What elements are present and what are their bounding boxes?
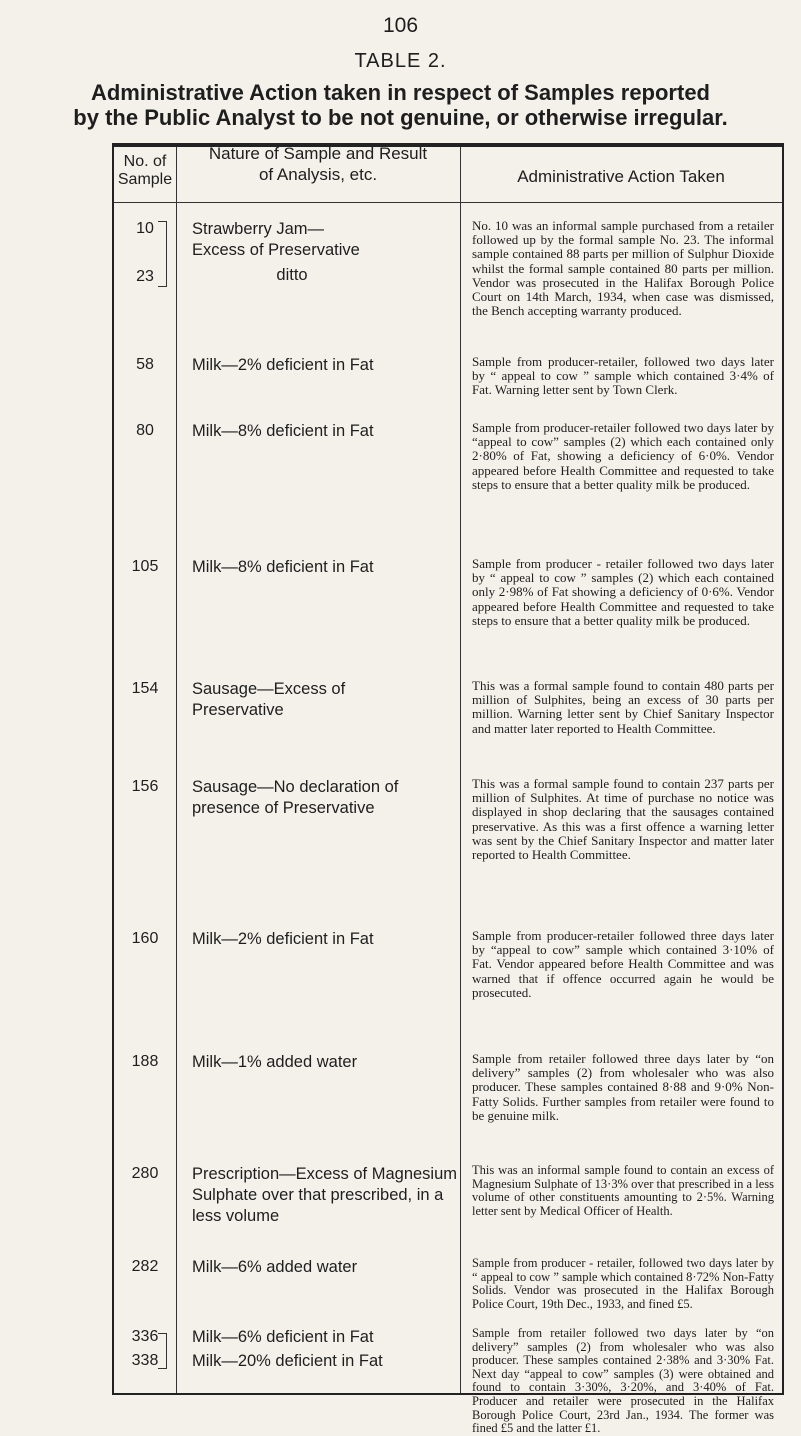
sample-number: 80 xyxy=(136,422,154,439)
sample-number: 154 xyxy=(131,680,159,697)
administrative-action: Sample from producer-retailer followed two days later by “appeal to cow” samples (2) which each contained only 2·80% of Fat, showing a deficiency of 6·0%. Vendor appeared before Health Committee and requested to take steps to ensure that a better quality milk be produced. xyxy=(472,420,774,492)
header-nature-line1: Nature of Sample and Result xyxy=(208,144,428,163)
heading-line-1: Administrative Action taken in respect of Samples reported xyxy=(90,80,710,105)
sample-nature: Milk—6% deficient in Fat xyxy=(192,1328,374,1346)
table-title: TABLE 2. xyxy=(354,50,447,72)
column-divider xyxy=(460,147,461,1393)
sample-nature: Strawberry Jam—Excess of Preservative xyxy=(192,220,360,259)
sample-nature: Milk—20% deficient in Fat xyxy=(192,1352,383,1370)
sample-number: 336 xyxy=(131,1328,159,1345)
administrative-action: This was an informal sample found to contain an excess of Magnesium Sulphate of 13·3% over that prescribed in a less volume of other constituents amounting to 2·5%. Warning letter sent by Medical Officer of Health. xyxy=(472,1163,774,1218)
sample-nature: Milk—8% deficient in Fat xyxy=(192,422,374,440)
table-heading xyxy=(0,80,801,130)
administrative-action: Sample from producer-retailer, followed two days later by “ appeal to cow ” sample which contained 3·4% of Fat. Warning letter sent by Town Clerk. xyxy=(472,354,774,398)
sample-nature xyxy=(192,265,462,286)
sample-nature: Milk—2% deficient in Fat xyxy=(192,356,374,374)
samples-table xyxy=(112,144,784,1436)
header-sample-no-line1: No. of xyxy=(123,153,167,170)
administrative-action: Sample from retailer followed three days later by “on delivery” samples (2) from wholesaler who was also producer. These samples contained 8·88 and 9·0% Non-Fatty Solids. Further samples from retailer were found to be genuine milk. xyxy=(472,1051,774,1123)
sample-number: 58 xyxy=(136,356,154,373)
sample-number: 10 xyxy=(136,220,154,237)
administrative-action: This was a formal sample found to contain 480 parts per million of Sulphites, being an excess of 30 parts per million. Warning letter sent by Chief Sanitary Inspector and matter later reported to Health Committee. xyxy=(472,678,774,736)
header-nature-line2: of Analysis, etc. xyxy=(258,165,378,184)
sample-nature: Sausage—Excess of Preservative xyxy=(192,680,346,719)
administrative-action: Sample from retailer followed two days later by “on delivery” samples (2) from wholesaler who was also producer. These samples contained 2·38% and 3·30% Fat. Next day “appeal to cow” samples (3) were obtained and found to contain 3·30%, 3·20%, and 3·40% of Fat. Producer and retailer were prosecuted in the Halifax Borough Police Court, 23rd Jan., 1934. The former was fined £5 and the latter £1. xyxy=(472,1326,774,1436)
column-divider xyxy=(176,147,177,1393)
page-number: 106 xyxy=(382,14,419,37)
administrative-action: Sample from producer-retailer followed three days later by “appeal to cow” sample which contained 3·10% of Fat. Vendor appeared before Health Committee and was warned that if offence occurred again he would be prosecuted. xyxy=(472,928,774,1000)
sample-number: 105 xyxy=(131,558,159,575)
row-brace xyxy=(158,1333,167,1369)
sample-nature: Milk—2% deficient in Fat xyxy=(192,930,374,948)
administrative-action: This was a formal sample found to contain 237 parts per million of Sulphites. At time of purchase no notice was displayed in shop declaring that the sausages contained preservative. As this was a first offence a warning letter was sent by the Chief Sanitary Inspector and matter later reported to Health Committee. xyxy=(472,776,774,863)
administrative-action: No. 10 was an informal sample purchased from a retailer followed up by the formal sample No. 23. The informal sample contained 88 parts per million of Sulphur Dioxide whilst the formal sample contained 80 parts per million. Vendor was prosecuted in the Halifax Borough Police Court on 14th March, 1934, when case was dismissed, the Bench accepting warranty produced. xyxy=(472,218,774,319)
sample-number: 280 xyxy=(131,1165,159,1182)
sample-number: 338 xyxy=(131,1352,159,1369)
sample-number: 188 xyxy=(131,1053,159,1070)
header-nature xyxy=(180,143,456,185)
header-sample-no-line2: Sample xyxy=(117,171,173,188)
heading-line-2: by the Public Analyst to be not genuine, or otherwise irregular. xyxy=(73,105,728,130)
ditto-mark: ditto xyxy=(276,266,308,284)
administrative-action: Sample from producer - retailer, followed two days later by “ appeal to cow ” sample which contained 8·72% Non-Fatty Solids. Vendor was prosecuted in the Halifax Borough Police Court, 19th Dec., 1933, and fined £5. xyxy=(472,1256,774,1311)
sample-number: 282 xyxy=(131,1258,159,1275)
sample-number: 23 xyxy=(136,268,154,285)
sample-nature: Milk—6% added water xyxy=(192,1258,358,1276)
sample-nature: Sausage—No declaration of presence of Preservative xyxy=(192,778,399,817)
sample-nature: Prescription—Excess of Magnesium Sulphate over that prescribed, in a less volume xyxy=(192,1165,458,1225)
header-action: Administrative Action Taken xyxy=(517,167,725,186)
sample-number: 160 xyxy=(131,930,159,947)
header-sample-no xyxy=(114,153,176,189)
administrative-action: Sample from producer - retailer followed two days later by “ appeal to cow ” samples (2) which each contained only 2·98% of Fat showing a deficiency of 0·6%. Vendor appeared before Health Committee and requested to take steps to ensure that a better quality milk be produced. xyxy=(472,556,774,628)
sample-number: 156 xyxy=(131,778,159,795)
header-divider xyxy=(114,202,782,203)
sample-nature: Milk—8% deficient in Fat xyxy=(192,558,374,576)
sample-nature: Milk—1% added water xyxy=(192,1053,358,1071)
